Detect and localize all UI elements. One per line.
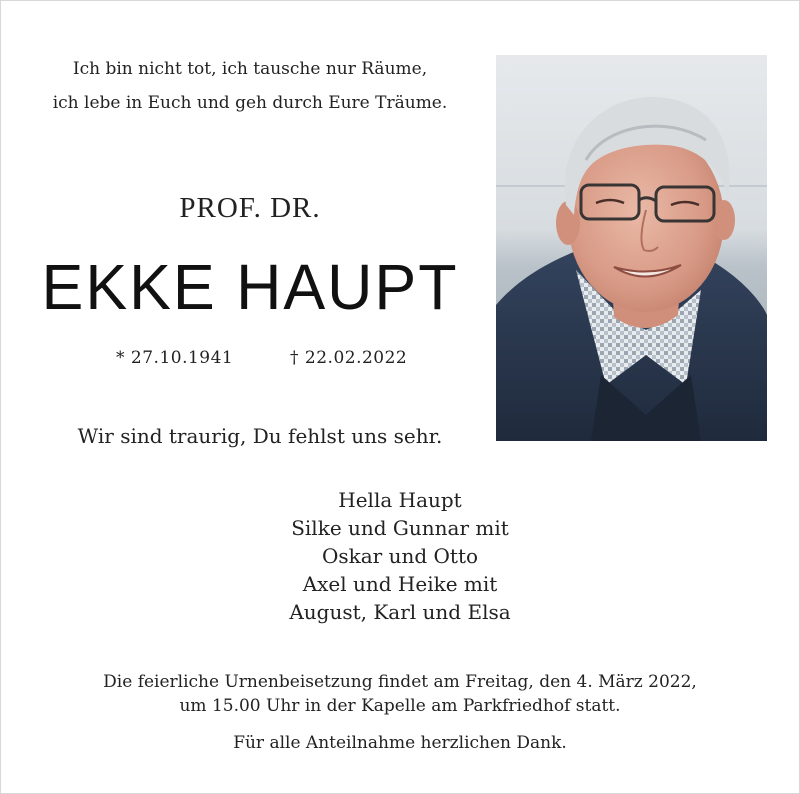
memorial-quote xyxy=(40,52,460,120)
thanks-line: Für alle Anteilnahme herzlichen Dank. xyxy=(233,733,567,753)
family-list xyxy=(200,486,600,626)
notice-line-2: um 15.00 Uhr in der Kapelle am Parkfriedhof statt. xyxy=(179,696,621,716)
family-member: Oskar und Otto xyxy=(321,544,479,568)
portrait-photo xyxy=(496,55,767,441)
quote-line-2: ich lebe in Euch und geh durch Eure Träume. xyxy=(52,93,448,113)
deceased-name: EKKE HAUPT xyxy=(41,251,459,323)
funeral-notice xyxy=(60,670,740,718)
family-member: Hella Haupt xyxy=(338,488,462,512)
quote-line-1: Ich bin nicht tot, ich tausche nur Räume, xyxy=(72,59,428,79)
portrait-illustration xyxy=(496,55,767,441)
family-member: Silke und Gunnar mit xyxy=(291,516,509,540)
family-member: August, Karl und Elsa xyxy=(289,600,511,624)
grief-message: Wir sind traurig, Du fehlst uns sehr. xyxy=(77,424,443,448)
birth-date: * 27.10.1941 xyxy=(116,348,234,368)
family-member: Axel und Heike mit xyxy=(302,572,498,596)
death-date: † 22.02.2022 xyxy=(290,348,408,368)
academic-title: PROF. DR. xyxy=(179,192,321,224)
notice-line-1: Die feierliche Urnenbeisetzung findet am Freitag, den 4. März 2022, xyxy=(103,672,697,692)
